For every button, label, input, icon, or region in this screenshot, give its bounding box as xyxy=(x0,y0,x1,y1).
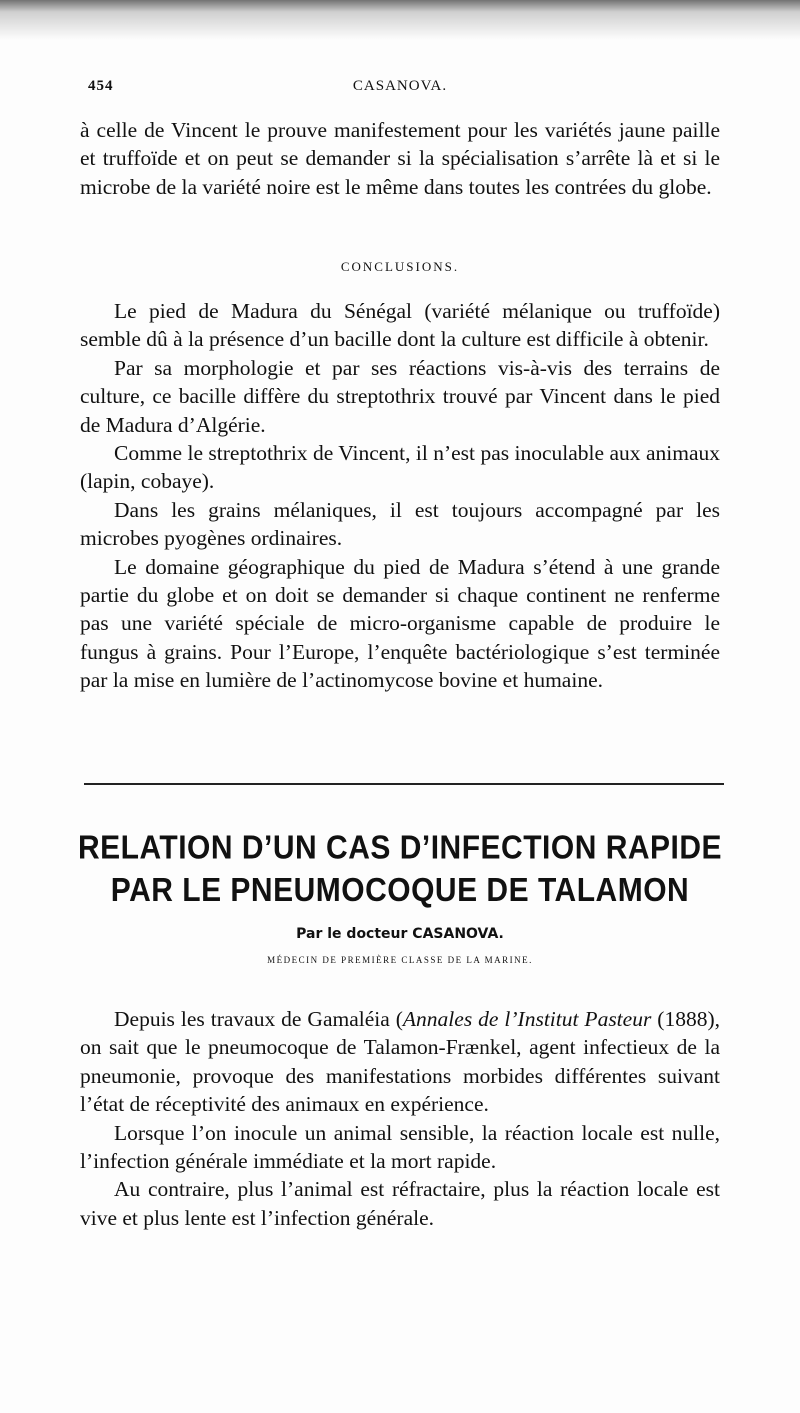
byline: Par le docteur CASANOVA. xyxy=(296,926,504,942)
continued-paragraph: à celle de Vincent le prouve manifestement pour les variétés jaune paille et truffoïde et on peut se demander si la spécialisation s’arrête là et si le microbe de la variété noire est le même dans toutes les contrées du globe. xyxy=(80,118,720,199)
article-title-line: RELATION D’UN CAS D’INFECTION RAPIDE xyxy=(77,829,723,867)
section-divider xyxy=(84,783,724,785)
continued-paragraph-block xyxy=(80,116,720,201)
conclusion-paragraph: Le domaine géographique du pied de Madura s’étend à une grande partie du globe et on doit se demander si chaque continent ne renferme pas une variété spéciale de micro-organisme capable de produire le fungus à grains. Pour l’Europe, l’enquête bactériologique s’est terminée par la mise en lumière de l’actinomycose bovine et humaine. xyxy=(80,554,720,693)
paragraph-text: Depuis les travaux de Gamaléia ( xyxy=(114,1007,403,1031)
running-title: CASANOVA. xyxy=(352,78,448,94)
conclusions-block xyxy=(80,297,720,695)
paragraph-text: (1888), on sait que le pneumocoque de Talamon-Frænkel, agent infectieux de la pneumonie, provoque des manifestations morbides différentes suivant l’état de réceptivité des animaux en expérience. xyxy=(80,1007,720,1117)
conclusion-paragraph: Par sa morphologie et par ses réactions vis-à-vis des terrains de culture, ce bacille diffère du streptothrix trouvé par Vincent dans le pied de Madura d’Algérie. xyxy=(80,355,720,437)
article-paragraph: Lorsque l’on inocule un animal sensible, la réaction locale est nulle, l’infection générale immédiate et la mort rapide. xyxy=(80,1120,720,1174)
article-title xyxy=(60,827,740,912)
journal-citation: Annales de l’Institut Pasteur xyxy=(402,1007,652,1031)
conclusion-paragraph: Comme le streptothrix de Vincent, il n’est pas inoculable aux animaux (lapin, cobaye). xyxy=(80,441,720,494)
running-head xyxy=(78,78,722,102)
conclusion-paragraph: Dans les grains mélaniques, il est toujours accompagné par les microbes pyogènes ordinaires. xyxy=(80,497,720,551)
article-title-line: PAR LE PNEUMOCOQUE DE TALAMON xyxy=(110,871,690,909)
article-body xyxy=(80,1005,720,1232)
article-paragraph: Au contraire, plus l’animal est réfractaire, plus la réaction locale est vive et plus lente est l’infection générale. xyxy=(80,1177,720,1230)
conclusion-paragraph: Le pied de Madura du Sénégal (variété mélanique ou truffoïde) semble dû à la présence d’un bacille dont la culture est difficile à obtenir. xyxy=(80,299,720,352)
article-paragraph xyxy=(80,1005,720,1119)
page-number: 454 xyxy=(88,78,114,94)
author-affiliation: MÉDECIN DE PREMIÈRE CLASSE DE LA MARINE. xyxy=(267,955,533,965)
conclusions-heading: CONCLUSIONS. xyxy=(340,259,460,274)
